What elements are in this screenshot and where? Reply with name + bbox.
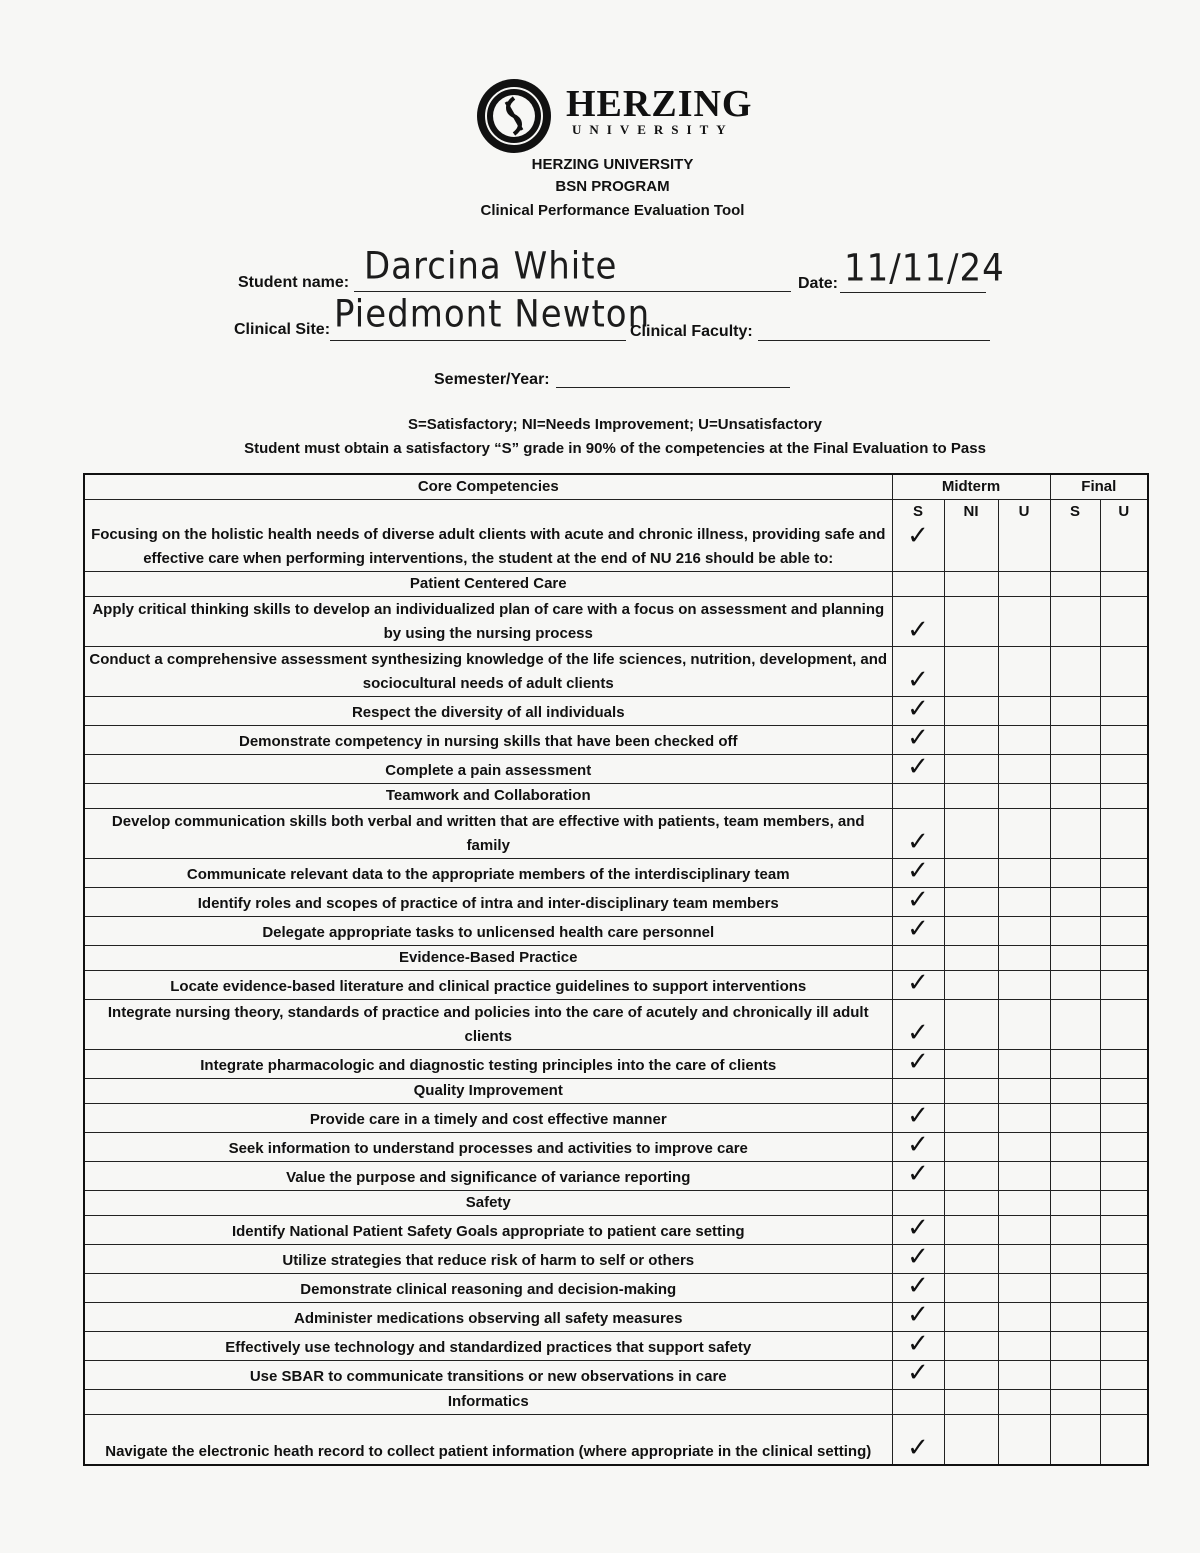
- clinical-site-label: Clinical Site:: [234, 321, 331, 338]
- grading-legend: S=Satisfactory; NI=Needs Improvement; U=Unsatisfactory: [408, 416, 822, 433]
- col-label-ni: NI: [963, 503, 979, 520]
- check-mark-icon: ✓: [907, 856, 929, 886]
- midterm-s-cell[interactable]: [892, 752, 944, 784]
- check-mark-icon: ✓: [907, 1300, 929, 1330]
- col-label-final-s: S: [1070, 503, 1081, 520]
- check-mark-icon: ✓: [907, 694, 929, 724]
- midterm-s-cell[interactable]: [892, 856, 944, 888]
- date-label: Date:: [798, 275, 839, 292]
- check-mark-icon: ✓: [907, 1047, 929, 1077]
- document-title: Clinical Performance Evaluation Tool: [480, 202, 745, 219]
- institution-title: HERZING UNIVERSITY: [531, 156, 694, 173]
- midterm-u-column[interactable]: [998, 500, 1050, 572]
- midterm-ni-column[interactable]: [944, 500, 998, 572]
- midterm-s-cell[interactable]: [892, 1000, 944, 1050]
- section-safety: Safety: [84, 1191, 892, 1216]
- semester-year-line[interactable]: [556, 387, 790, 388]
- check-mark-icon: ✓: [907, 1271, 929, 1301]
- midterm-s-cell[interactable]: [892, 647, 944, 697]
- section-row: [84, 784, 1148, 809]
- semester-year-label: Semester/Year:: [434, 371, 550, 388]
- competency-text: Demonstrate clinical reasoning and decision-making: [84, 1274, 892, 1303]
- competency-text: Communicate relevant data to the appropriate members of the interdisciplinary team: [84, 859, 892, 888]
- table-row: [84, 1245, 1148, 1274]
- table-header-row: [84, 474, 1148, 500]
- clinical-faculty-label: Clinical Faculty:: [630, 323, 753, 340]
- table-row: [84, 1274, 1148, 1303]
- table-row: [84, 1415, 1148, 1465]
- logo-wordmark: HERZING: [566, 83, 753, 125]
- check-mark-icon: ✓: [907, 752, 929, 782]
- date-value[interactable]: 11/11/24: [844, 246, 1005, 291]
- table-row: [84, 971, 1148, 1000]
- check-mark-icon: ✓: [907, 1432, 929, 1463]
- midterm-s-cell[interactable]: [892, 1130, 944, 1162]
- check-mark-icon: ✓: [907, 1130, 929, 1160]
- check-mark-icon: ✓: [907, 665, 929, 695]
- clinical-site-value[interactable]: Piedmont Newton: [334, 292, 651, 337]
- midterm-s-cell[interactable]: [892, 1271, 944, 1303]
- competency-text: Delegate appropriate tasks to unlicensed health care personnel: [84, 917, 892, 946]
- competency-text: Provide care in a timely and cost effective manner: [84, 1104, 892, 1133]
- program-title: BSN PROGRAM: [555, 178, 670, 195]
- table-row: [84, 647, 1148, 697]
- midterm-s-cell[interactable]: [892, 809, 944, 859]
- table-row: [84, 1050, 1148, 1079]
- check-mark-icon: ✓: [907, 1159, 929, 1189]
- check-mark-icon: ✓: [907, 1101, 929, 1131]
- midterm-s-cell[interactable]: [892, 1213, 944, 1245]
- date-line: [840, 292, 986, 293]
- competency-text: Identify National Patient Safety Goals appropriate to patient care setting: [84, 1216, 892, 1245]
- check-mark-icon: ✓: [907, 723, 929, 753]
- check-mark-icon: ✓: [907, 615, 929, 645]
- table-row: [84, 726, 1148, 755]
- competency-text: Complete a pain assessment: [84, 755, 892, 784]
- midterm-s-cell[interactable]: [892, 694, 944, 726]
- competency-text: Demonstrate competency in nursing skills that have been checked off: [84, 726, 892, 755]
- student-name-label: Student name:: [238, 274, 350, 291]
- logo-subtitle: UNIVERSITY: [572, 122, 734, 137]
- check-mark-icon: ✓: [907, 1242, 929, 1272]
- competency-text: Administer medications observing all safety measures: [84, 1303, 892, 1332]
- student-name-value[interactable]: Darcina White: [364, 244, 618, 289]
- table-row: [84, 1216, 1148, 1245]
- midterm-s-cell[interactable]: [892, 1242, 944, 1274]
- section-row: [84, 1079, 1148, 1104]
- midterm-s-cell[interactable]: [892, 1329, 944, 1361]
- check-mark-icon: ✓: [907, 1018, 929, 1048]
- competency-text: Respect the diversity of all individuals: [84, 697, 892, 726]
- competency-text: Effectively use technology and standardized practices that support safety: [84, 1332, 892, 1361]
- table-row: [84, 1332, 1148, 1361]
- check-mark-icon: ✓: [907, 1329, 929, 1359]
- midterm-s-cell[interactable]: [892, 914, 944, 946]
- table-row: [84, 1162, 1148, 1191]
- competency-text: Conduct a comprehensive assessment synthesizing knowledge of the life sciences, nutrition, development, and sociocultural needs of adult clients: [84, 647, 892, 697]
- table-row: [84, 1133, 1148, 1162]
- table-row: [84, 888, 1148, 917]
- midterm-s-cell[interactable]: [892, 597, 944, 647]
- table-row: [84, 917, 1148, 946]
- check-mark-icon: ✓: [907, 968, 929, 998]
- competency-text: Locate evidence-based literature and clinical practice guidelines to support interventions: [84, 971, 892, 1000]
- competency-text: Identify roles and scopes of practice of intra and inter-disciplinary team members: [84, 888, 892, 917]
- midterm-s-column[interactable]: [892, 500, 944, 572]
- clinical-faculty-line[interactable]: [758, 340, 990, 341]
- competency-text: Use SBAR to communicate transitions or new observations in care: [84, 1361, 892, 1390]
- table-row: [84, 697, 1148, 726]
- col-label-s: S: [912, 503, 923, 520]
- section-row: [84, 1390, 1148, 1415]
- midterm-header: Midterm: [892, 474, 1050, 500]
- check-mark-icon: ✓: [907, 885, 929, 915]
- competency-text: Integrate pharmacologic and diagnostic testing principles into the care of clients: [84, 1050, 892, 1079]
- check-mark-icon: ✓: [907, 827, 929, 857]
- midterm-s-cell[interactable]: [892, 1047, 944, 1079]
- midterm-s-cell[interactable]: [892, 1358, 944, 1390]
- competency-text: Apply critical thinking skills to develop an individualized plan of care with a focus on assessment and planning by using the nursing process: [84, 597, 892, 647]
- university-logo: [476, 78, 766, 152]
- section-informatics: Informatics: [84, 1390, 892, 1415]
- table-row: [84, 809, 1148, 859]
- competency-table: [83, 473, 1149, 1466]
- col-label-final-u: U: [1118, 503, 1130, 520]
- competency-text: Value the purpose and significance of variance reporting: [84, 1162, 892, 1191]
- final-u-column[interactable]: [1100, 500, 1148, 572]
- midterm-s-cell[interactable]: [892, 885, 944, 917]
- table-intro-row: [84, 500, 1148, 572]
- section-row: [84, 946, 1148, 971]
- table-row: [84, 1303, 1148, 1332]
- pass-requirement: Student must obtain a satisfactory “S” grade in 90% of the competencies at the Final Evaluation to Pass: [244, 440, 986, 457]
- section-quality-improvement: Quality Improvement: [84, 1079, 892, 1104]
- section-patient-centered-care: Patient Centered Care: [84, 572, 892, 597]
- check-mark-icon: ✓: [907, 521, 929, 551]
- competency-text: Navigate the electronic heath record to collect patient information (where appropriate in the clinical setting): [84, 1415, 892, 1465]
- final-s-column[interactable]: [1050, 500, 1100, 572]
- midterm-s-cell[interactable]: [892, 968, 944, 1000]
- table-row: [84, 1361, 1148, 1390]
- check-mark-icon: ✓: [907, 914, 929, 944]
- table-row: [84, 597, 1148, 647]
- midterm-s-cell[interactable]: [892, 723, 944, 755]
- table-row: [84, 755, 1148, 784]
- check-mark-icon: ✓: [907, 1358, 929, 1388]
- competency-text: Integrate nursing theory, standards of practice and policies into the care of acutely and chronically ill adult clients: [84, 1000, 892, 1050]
- section-evidence-based-practice: Evidence-Based Practice: [84, 946, 892, 971]
- university-seal-icon: [476, 78, 552, 154]
- table-row: [84, 1000, 1148, 1050]
- final-header: Final: [1050, 474, 1148, 500]
- midterm-s-cell[interactable]: [892, 1415, 944, 1465]
- midterm-s-cell[interactable]: [892, 1159, 944, 1191]
- intro-text: Focusing on the holistic health needs of diverse adult clients with acute and chronic illness, providing safe and effective care when performing interventions, the student at the end of NU 216 should be able to:: [84, 500, 892, 572]
- competency-text: Utilize strategies that reduce risk of harm to self or others: [84, 1245, 892, 1274]
- section-row: [84, 1191, 1148, 1216]
- col-label-u: U: [1018, 503, 1030, 520]
- table-row: [84, 859, 1148, 888]
- core-competencies-header: Core Competencies: [84, 474, 892, 500]
- competency-text: Seek information to understand processes and activities to improve care: [84, 1133, 892, 1162]
- clinical-site-line: [330, 340, 626, 341]
- table-row: [84, 1104, 1148, 1133]
- midterm-s-cell[interactable]: [892, 1300, 944, 1332]
- section-teamwork-collaboration: Teamwork and Collaboration: [84, 784, 892, 809]
- competency-text: Develop communication skills both verbal and written that are effective with patients, team members, and family: [84, 809, 892, 859]
- midterm-s-cell[interactable]: [892, 1101, 944, 1133]
- section-row: [84, 572, 1148, 597]
- check-mark-icon: ✓: [907, 1213, 929, 1243]
